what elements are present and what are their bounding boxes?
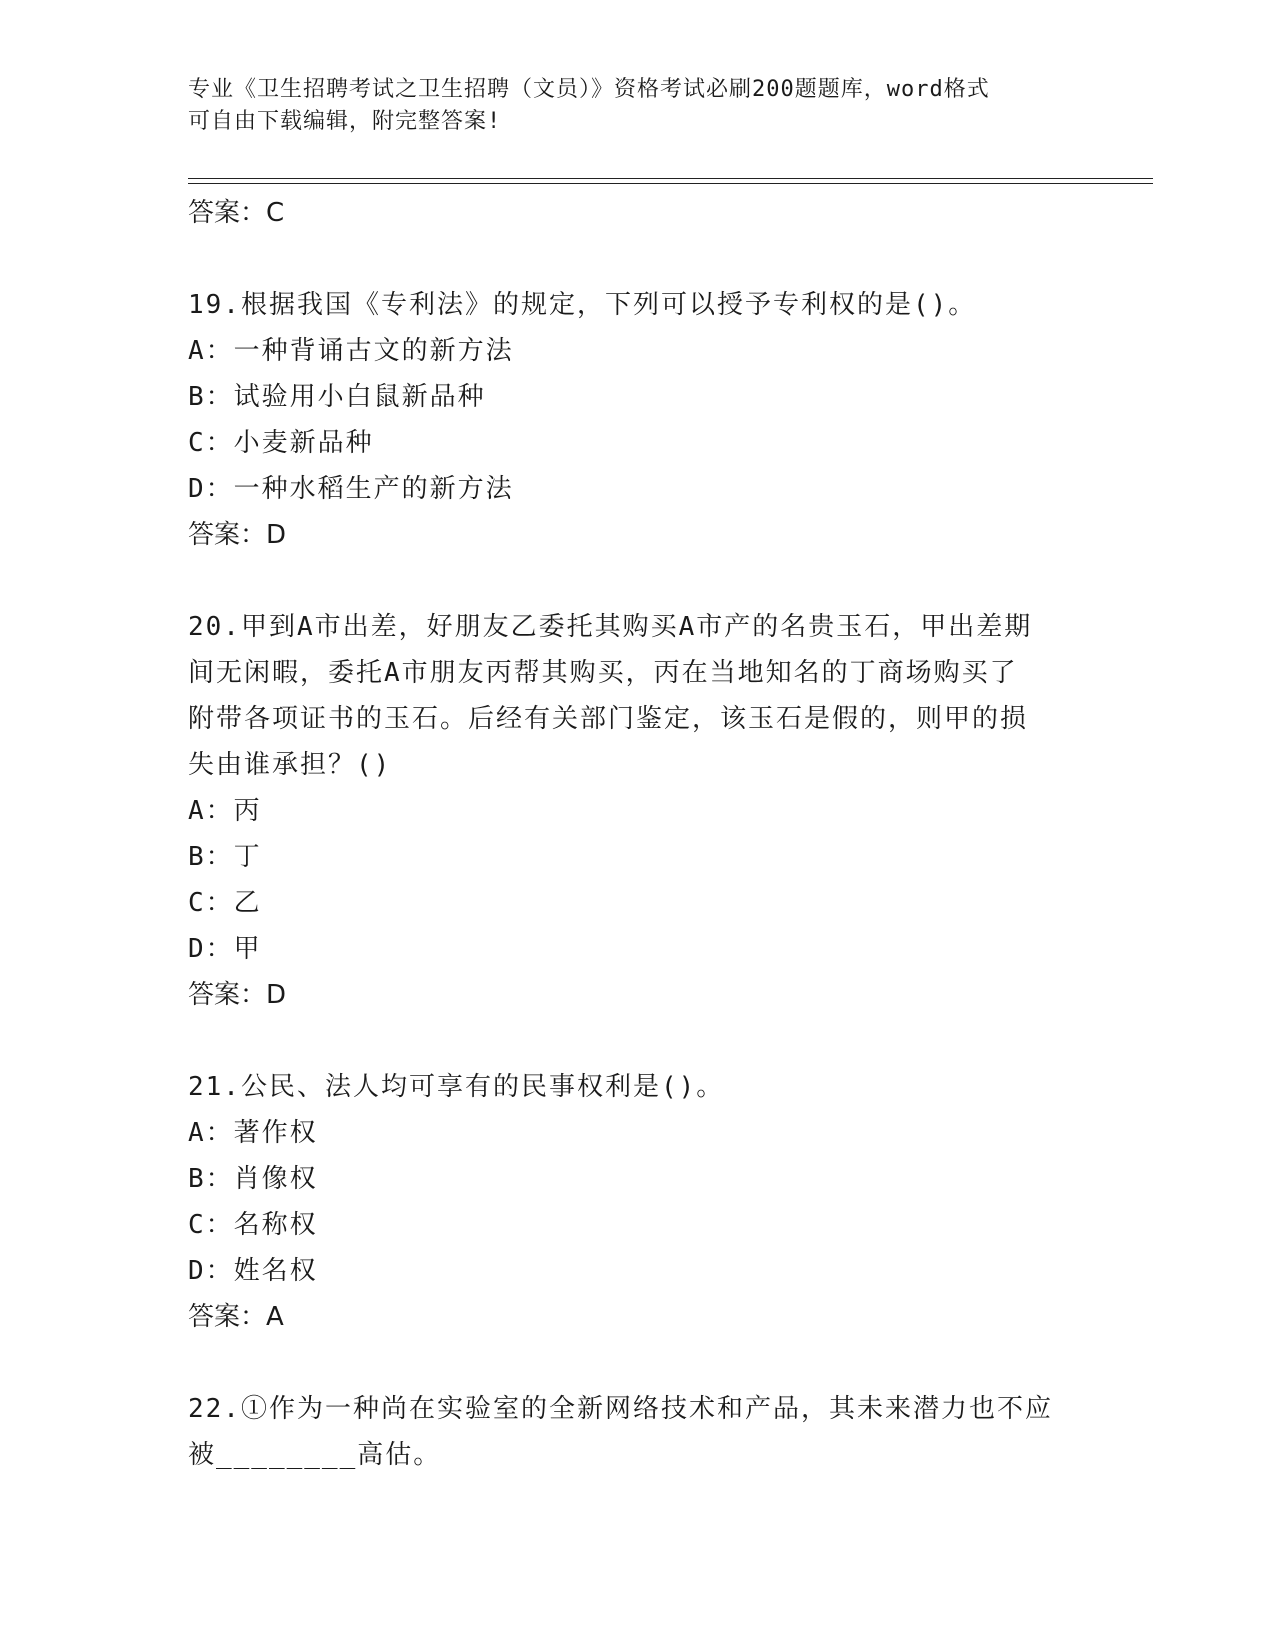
answer-line: 答案：D bbox=[188, 980, 287, 1010]
question-22 bbox=[188, 1386, 1088, 1478]
option-b: B：肖像权 bbox=[188, 1164, 318, 1194]
option-d: D：甲 bbox=[188, 934, 262, 964]
answer-line: 答案：C bbox=[188, 198, 285, 228]
header-rule-top bbox=[188, 178, 1153, 179]
header-line-1: 专业《卫生招聘考试之卫生招聘（文员）》资格考试必刷200题题库，word格式 bbox=[188, 77, 990, 102]
option-d: D：姓名权 bbox=[188, 1256, 318, 1286]
header-line-2: 可自由下载编辑，附完整答案! bbox=[188, 109, 502, 134]
option-a: A：丙 bbox=[188, 796, 262, 826]
question-text: 21.公民、法人均可享有的民事权利是()。 bbox=[188, 1072, 725, 1102]
question-text-line: 间无闲暇，委托A市朋友丙帮其购买，丙在当地知名的丁商场购买了 bbox=[188, 658, 1018, 688]
question-text-line: 附带各项证书的玉石。后经有关部门鉴定，该玉石是假的，则甲的损 bbox=[188, 704, 1029, 734]
option-d: D：一种水稻生产的新方法 bbox=[188, 474, 514, 504]
option-b: B：丁 bbox=[188, 842, 262, 872]
option-c: C：名称权 bbox=[188, 1210, 318, 1240]
question-text: 19.根据我国《专利法》的规定，下列可以授予专利权的是()。 bbox=[188, 290, 977, 320]
answer-line: 答案：A bbox=[188, 1302, 284, 1332]
option-c: C：乙 bbox=[188, 888, 262, 918]
question-text-line: 22.①作为一种尚在实验室的全新网络技术和产品，其未来潜力也不应 bbox=[188, 1394, 1053, 1424]
question-text-line: 失由谁承担？() bbox=[188, 750, 392, 780]
option-a: A：著作权 bbox=[188, 1118, 318, 1148]
question-list bbox=[188, 190, 1088, 1478]
option-c: C：小麦新品种 bbox=[188, 428, 374, 458]
question-19 bbox=[188, 282, 1088, 558]
option-b: B：试验用小白鼠新品种 bbox=[188, 382, 486, 412]
header-rule-bottom bbox=[188, 183, 1153, 184]
question-21 bbox=[188, 1064, 1088, 1340]
question-text-line: 20.甲到A市出差，好朋友乙委托其购买A市产的名贵玉石，甲出差期 bbox=[188, 612, 1033, 642]
question-20 bbox=[188, 604, 1088, 1018]
answer-line: 答案：D bbox=[188, 520, 287, 550]
document-header bbox=[188, 74, 1088, 138]
question-text-line: 被________高估。 bbox=[188, 1440, 442, 1470]
option-a: A：一种背诵古文的新方法 bbox=[188, 336, 514, 366]
